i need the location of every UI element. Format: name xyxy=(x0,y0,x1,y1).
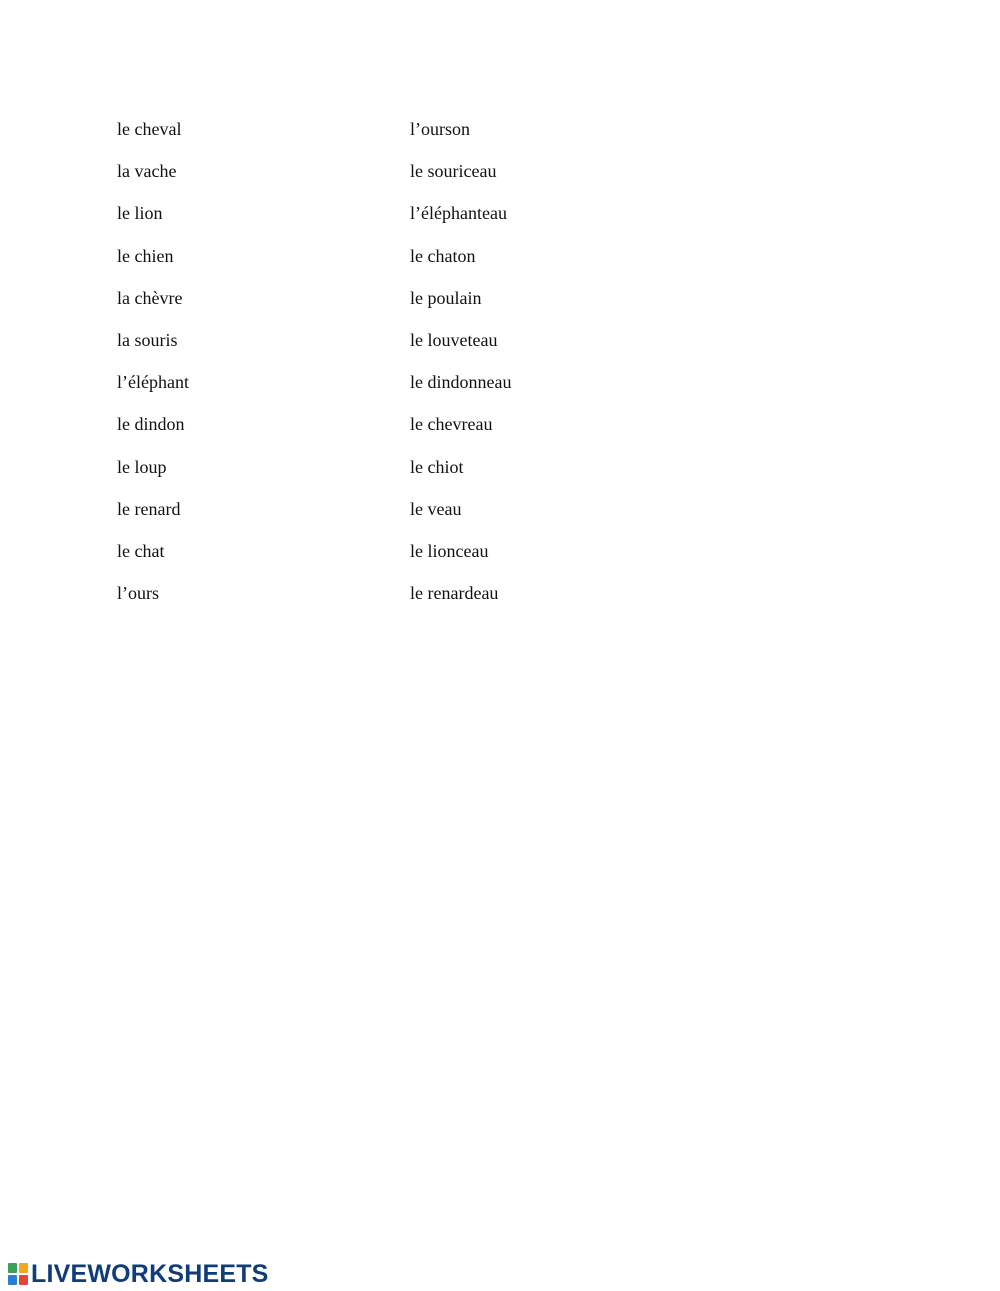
logo-square xyxy=(8,1263,17,1273)
left-word-item: la souris xyxy=(117,329,178,350)
liveworksheets-logo-icon xyxy=(8,1263,28,1285)
right-word-item: le louveteau xyxy=(410,329,498,350)
logo-square xyxy=(19,1275,28,1285)
right-word-item: le veau xyxy=(410,498,462,519)
logo-square xyxy=(8,1275,17,1285)
left-word-item: le chat xyxy=(117,540,165,561)
left-word-item: le dindon xyxy=(117,414,185,435)
right-word-item: le chaton xyxy=(410,245,476,266)
right-word-item: l’ourson xyxy=(410,119,470,139)
right-word-item: le lionceau xyxy=(410,540,489,561)
brand-name: LIVEWORKSHEETS xyxy=(31,1260,269,1288)
left-word-item: l’éléphant xyxy=(117,372,189,393)
right-word-item: le chevreau xyxy=(410,414,493,435)
left-word-item: la vache xyxy=(117,161,177,182)
right-word-item: le poulain xyxy=(410,287,482,308)
right-word-item: le souriceau xyxy=(410,161,497,182)
left-word-item: le lion xyxy=(117,203,163,224)
liveworksheets-footer xyxy=(8,1259,269,1289)
right-word-item: le dindonneau xyxy=(410,372,512,393)
logo-square xyxy=(19,1263,28,1273)
right-word-item: le renardeau xyxy=(410,583,499,604)
right-word-column xyxy=(410,116,511,622)
left-word-item: le chien xyxy=(117,245,174,266)
left-word-item: le renard xyxy=(117,498,181,519)
right-word-item: l’éléphanteau xyxy=(410,203,507,224)
left-word-item: la chèvre xyxy=(117,287,183,308)
left-word-item: le loup xyxy=(117,456,167,477)
left-word-item: le cheval xyxy=(117,119,182,139)
left-word-column xyxy=(117,116,189,622)
left-word-item: l’ours xyxy=(117,583,159,604)
right-word-item: le chiot xyxy=(410,456,464,477)
